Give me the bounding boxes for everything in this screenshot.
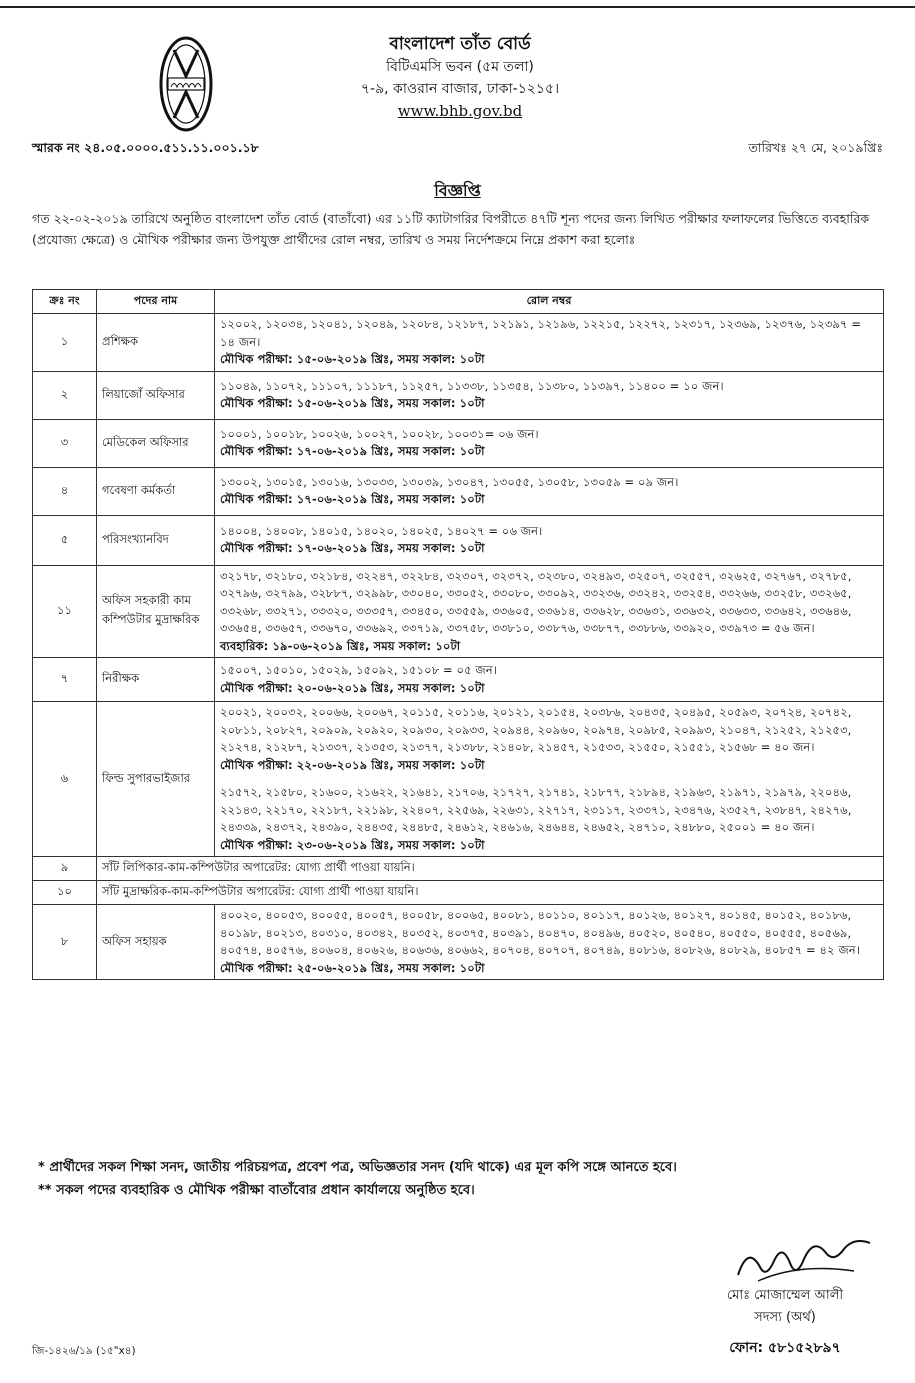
row-rolls (215, 467, 884, 515)
memo-number: স্মারক নং ২৪.০৫.০০০০.৫১১.১১.০০১.১৮ (32, 140, 259, 155)
table-row (33, 905, 884, 980)
org-website-link[interactable]: www.bhb.gov.bd (397, 102, 523, 120)
exam-schedule-second-batch: মৌখিক পরীক্ষা: ২৩-০৬-২০১৯ খ্রিঃ, সময় সকাল: ১০টা (220, 837, 485, 852)
org-name: বাংলাদেশ তাঁত বোর্ড (389, 34, 531, 54)
notes-section (38, 1156, 677, 1202)
row-sl: ১১ (33, 565, 97, 658)
header-post: পদের নাম (97, 290, 215, 314)
candidate-table (32, 289, 884, 980)
row-post: ফিল্ড সুপারভাইজার (97, 702, 215, 857)
row-no-candidate-note: সাঁট লিপিকার-কাম-কম্পিউটার অপারেটর: যোগ্য প্রার্থী পাওয়া যায়নি। (97, 857, 884, 881)
exam-schedule: মৌখিক পরীক্ষা: ১৭-০৬-২০১৯ খ্রিঃ, সময় সকাল: ১০টা (220, 492, 485, 506)
row-rolls (215, 658, 884, 702)
notice-date: তারিখঃ ২৭ মে, ২০১৯খ্রিঃ (748, 140, 883, 155)
roll-numbers: ১২০০২, ১২০৩৪, ১২০৪১, ১২০৪৯, ১২০৮৪, ১২১৮৭, ১২১৯১, ১২১৯৬, ১২২১৫, ১২২৭২, ১২৩১৭, ১২৩৬৯, ১২৩৭৬, ১২৩৯৭ = ১৪ জন। (220, 317, 862, 349)
row-sl: ৩ (33, 419, 97, 467)
table-row (33, 857, 884, 881)
table-row (33, 658, 884, 702)
table-row (33, 419, 884, 467)
row-post: লিয়াজোঁ অফিসার (97, 371, 215, 419)
notice-title: বিজ্ঞপ্তি (434, 181, 481, 200)
roll-numbers: ১১০৪৯, ১১০৭২, ১১১০৭, ১১১৮৭, ১১২৫৭, ১১৩৩৮, ১১৩৫৪, ১১৩৮০, ১১৩৯৭, ১১৪০০ = ১০ জন। (220, 378, 724, 393)
table-row (33, 515, 884, 565)
bhb-logo-icon (159, 36, 213, 132)
header-roll: রোল নম্বর (215, 290, 884, 314)
exam-schedule: মৌখিক পরীক্ষা: ২৫-০৬-২০১৯ খ্রিঃ, সময় সকাল: ১০টা (220, 960, 485, 975)
print-code: জি-১৪২৬/১৯ (১৫"x৪) (32, 1345, 136, 1357)
roll-numbers: ৪০০২০, ৪০০৫৩, ৪০০৫৫, ৪০০৫৭, ৪০০৫৮, ৪০০৬৫, ৪০০৮১, ৪০১১০, ৪০১১৭, ৪০১২৬, ৪০১২৭, ৪০১৪৫, ৪০১৫২, ৪০১৮৬, ৪০১৯৮, ৪০২১৩, ৪০৩১০, ৪০৩৪২, ৪০৩৫২, ৪০৩৭৫, ৪০৩৯১, ৪০৪৭০, ৪০৪৯৬, ৪০৫২০, ৪০৫৪০, ৪০৫৫০, ৪০৫৫৫, ৪০৫৬৯, ৪০৫৭৪, ৪০৫৭৬, ৪০৬০৪, ৪০৬২৬, ৪০৬৩৬, ৪০৬৬২, ৪০৭০৪, ৪০৭০৭, ৪০৭৪৯, ৪০৮১৬, ৪০৮২৬, ৪০৮২৯, ৪০৮৫৭ = ৪২ জন। (220, 908, 860, 957)
row-rolls (215, 565, 884, 658)
signature-block (660, 1285, 910, 1329)
row-rolls (215, 702, 884, 857)
note-venue: ** সকল পদের ব্যবহারিক ও মৌখিক পরীক্ষা বাতাঁবোর প্রধান কার্যালয়ে অনুষ্ঠিত হবে। (38, 1183, 475, 1198)
signature-scribble-icon (728, 1237, 878, 1289)
row-sl: ৪ (33, 467, 97, 515)
table-row (33, 565, 884, 658)
row-rolls (215, 905, 884, 980)
exam-schedule: মৌখিক পরীক্ষা: ২২-০৬-২০১৯ খ্রিঃ, সময় সকাল: ১০টা (220, 757, 485, 772)
roll-numbers: ২০০২১, ২০০৩২, ২০০৬৬, ২০০৬৭, ২০১১৫, ২০১১৬, ২০১২১, ২০১৫৪, ২০৩৮৬, ২০৪৩৫, ২০৪৯৫, ২০৫৯৩, ২০৭২৪, ২০৭৪২, ২০৮১১, ২০৮২৭, ২০৯০৯, ২০৯২০, ২০৯৩০, ২০৯৩৩, ২০৯৪৪, ২০৯৬০, ২০৯৭৪, ২০৯৮৫, ২০৯৯৩, ২১০৪৭, ২১২৫২, ২১২৫৩, ২১২৭৪, ২১২৮৭, ২১৩৩৭, ২১৩৫৩, ২১৩৭৭, ২১৩৮৮, ২১৪০৮, ২১৪৫৭, ২১৫৩৩, ২১৫৫০, ২১৫৫১, ২১৫৬৮ = ৪০ জন। (220, 705, 852, 754)
notice-intro: গত ২২-০২-২০১৯ তারিখে অনুষ্ঠিত বাংলাদেশ তাঁত বোর্ড (বাতাঁবো) এর ১১টি ক্যাটাগরির বিপরীতে ৪৭টি শূন্য পদের জন্য লিখিত পরীক্ষার ফলাফলের ভিত্তিতে ব্যবহারিক (প্রযোজ্য ক্ষেত্রে) ও মৌখিক পরীক্ষার জন্য উপযুক্ত প্রার্থীদের রোল নম্বর, তারিখ ও সময় নির্দেশক্রমে নিম্নে প্রকাশ করা হলোঃ (32, 211, 870, 247)
exam-schedule: মৌখিক পরীক্ষা: ১৭-০৬-২০১৯ খ্রিঃ, সময় সকাল: ১০টা (220, 541, 485, 555)
exam-schedule: মৌখিক পরীক্ষা: ১৭-০৬-২০১৯ খ্রিঃ, সময় সকাল: ১০টা (220, 444, 485, 458)
row-sl: ২ (33, 371, 97, 419)
row-sl: ১০ (33, 881, 97, 905)
row-sl: ৫ (33, 515, 97, 565)
org-address: ৭-৯, কাওরান বাজার, ঢাকা-১২১৫। (360, 81, 560, 97)
roll-numbers-second-batch: ২১৫৭২, ২১৫৮০, ২১৬০০, ২১৬২২, ২১৬৪১, ২১৭০৬, ২১৭২৭, ২১৭৪১, ২১৮৭৭, ২১৮৯৪, ২১৯৬৩, ২১৯৭১, ২১৯৭৯, ২২০৪৬, ২২১৪৩, ২২১৭০, ২২১৮৭, ২২১৯৮, ২২৪০৭, ২২৫৬৯, ২২৬৩১, ২২৭১৭, ২৩১১৭, ২৩৩৭১, ২৩৪৭৬, ২৩৫২৭, ২৩৮৪৭, ২৪২৭৬, ২৪৩৩৯, ২৪৩৭২, ২৪৩৯০, ২৪৪৩৫, ২৪৪৮৫, ২৪৬১২, ২৪৬১৬, ২৪৬৪৪, ২৪৬৫২, ২৪৭১০, ২৪৮৮০, ২৫০০১ = ৪০ জন। (220, 785, 852, 834)
header-sl: ক্রঃ নং (33, 290, 97, 314)
table-header-row (33, 290, 884, 314)
exam-schedule: মৌখিক পরীক্ষা: ২০-০৬-২০১৯ খ্রিঃ, সময় সকাল: ১০টা (220, 680, 485, 695)
exam-schedule: মৌখিক পরীক্ষা: ১৫-০৬-২০১৯ খ্রিঃ, সময় সকাল: ১০টা (220, 352, 485, 366)
row-sl: ৯ (33, 857, 97, 881)
roll-numbers: ১০০০১, ১০০১৮, ১০০২৬, ১০০২৭, ১০০২৮, ১০০৩১= ০৬ জন। (220, 426, 539, 441)
row-rolls (215, 419, 884, 467)
exam-schedule: মৌখিক পরীক্ষা: ১৫-০৬-২০১৯ খ্রিঃ, সময় সকাল: ১০টা (220, 396, 485, 410)
roll-numbers: ৩২১৭৮, ৩২১৮০, ৩২১৮৪, ৩২২৪৭, ৩২২৮৪, ৩২৩০৭, ৩২৩৭২, ৩২৩৮০, ৩২৪৯৩, ৩২৫০৭, ৩২৫৫৭, ৩২৬২৫, ৩২৭৬৭, ৩২৭৮৫, ৩২৭৯৬, ৩২৭৯৯, ৩২৮৮৭, ৩২৯৯৮, ৩৩০৪০, ৩৩০৫২, ৩৩০৮০, ৩৩০৯২, ৩৩২৩৬, ৩৩২৪২, ৩৩২৫৪, ৩৩২৬৬, ৩৩২৫৮, ৩৩২৬৫, ৩৩২৬৮, ৩৩২৭১, ৩৩৩২০, ৩৩৩৫৭, ৩৩৪৫০, ৩৩৫৫৯, ৩৩৬০৫, ৩৩৬১৪, ৩৩৬২৮, ৩৩৬৩১, ৩৩৬৩২, ৩৩৬৩৩, ৩৩৬৪২, ৩৩৬৪৬, ৩৩৬৫৪, ৩৩৬৫৭, ৩৩৬৭০, ৩৩৬৯২, ৩৩৭১৯, ৩৩৭৫৮, ৩৩৮১০, ৩৩৮৭৬, ৩৩৮৭৭, ৩৩৮৮৬, ৩৩৯২০, ৩৩৯৭৩ = ৫৬ জন। (220, 568, 852, 635)
row-sl: ৮ (33, 905, 97, 980)
building-name: বিটিএমসি ভবন (৫ম তলা) (386, 59, 534, 75)
signatory-designation: সদস্য (অর্থ) (754, 1310, 816, 1325)
roll-numbers: ১৩০০২, ১৩০১৫, ১৩০১৬, ১৩০৩৩, ১৩০৩৯, ১৩০৪৭, ১৩০৫৫, ১৩০৫৮, ১৩০৫৯ = ০৯ জন। (220, 474, 679, 489)
table-row (33, 702, 884, 857)
row-rolls (215, 371, 884, 419)
exam-schedule: ব্যবহারিক: ১৯-০৬-২০১৯ খ্রিঃ, সময় সকাল: ১০টা (220, 638, 461, 653)
row-post: প্রশিক্ষক (97, 314, 215, 372)
letterhead (260, 32, 660, 122)
row-post: অফিস সহায়ক (97, 905, 215, 980)
table-row (33, 314, 884, 372)
row-rolls (215, 515, 884, 565)
row-post: গবেষণা কর্মকর্তা (97, 467, 215, 515)
row-rolls (215, 314, 884, 372)
roll-numbers: ১৪০০৪, ১৪০০৮, ১৪০১৫, ১৪০২০, ১৪০২৫, ১৪০২৭ = ০৬ জন। (220, 523, 543, 538)
row-sl: ৭ (33, 658, 97, 702)
row-post: মেডিকেল অফিসার (97, 419, 215, 467)
row-post: পরিসংখ্যানবিদ (97, 515, 215, 565)
row-post: নিরীক্ষক (97, 658, 215, 702)
row-sl: ১ (33, 314, 97, 372)
row-sl: ৬ (33, 702, 97, 857)
top-border (0, 0, 915, 8)
table-row (33, 881, 884, 905)
table-row (33, 467, 884, 515)
note-documents: * প্রার্থীদের সকল শিক্ষা সনদ, জাতীয় পরিচয়পত্র, প্রবেশ পত্র, অভিজ্ঞতার সনদ (যদি থাকে) এর মূল কপি সঙ্গে আনতে হবে। (38, 1160, 677, 1175)
roll-numbers: ১৫০০৭, ১৫০১০, ১৫০২৯, ১৫০৯২, ১৫১০৮ = ০৫ জন। (220, 663, 497, 677)
row-post: অফিস সহকারী কাম কম্পিউটার মুদ্রাক্ষরিক (97, 565, 215, 658)
row-no-candidate-note: সাঁট মুদ্রাক্ষরিক-কাম-কম্পিউটার অপারেটর: যোগ্য প্রার্থী পাওয়া যায়নি। (97, 881, 884, 905)
signatory-phone: ফোন: ৫৮১৫২৮৯৭ (729, 1340, 841, 1356)
table-row (33, 371, 884, 419)
signatory-name: মোঃ মোজাম্মেল আলী (726, 1288, 844, 1303)
